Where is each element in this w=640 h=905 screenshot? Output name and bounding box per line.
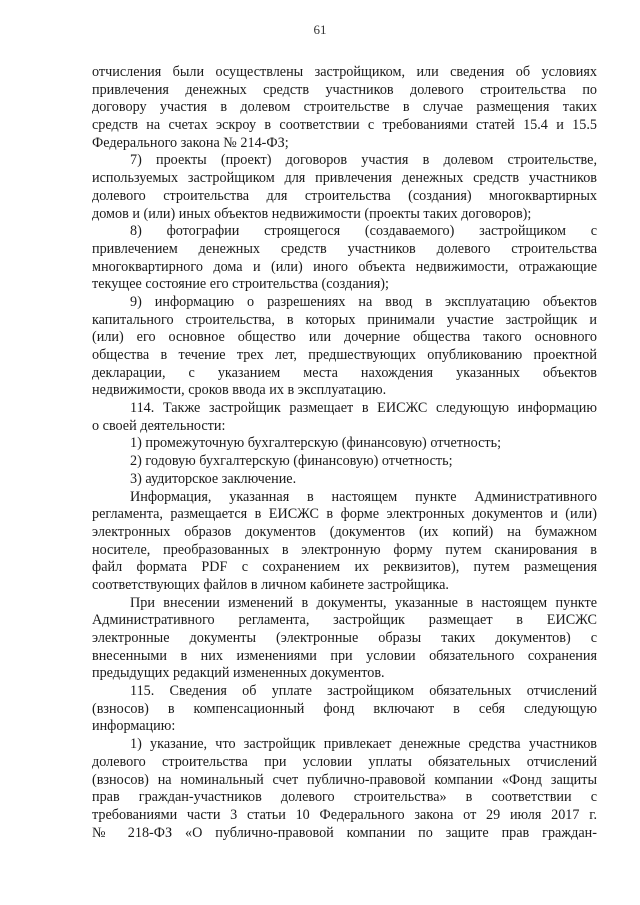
text-line: носителе, преобразованных в электронную форму путем сканирования в [92,541,597,558]
text-line: 115. Сведения об уплате застройщиком обязательных отчислений [130,683,597,700]
text-line: файл формата PDF с сохранением их реквизитов), путем размещения [92,559,597,576]
paragraph [92,683,597,736]
text-line: электронных образов документов (документов (их копий) на бумажном [92,523,597,540]
paragraph [92,152,597,223]
paragraph [92,435,597,453]
text-line: При внесении изменений в документы, указанные в настоящем пункте [130,594,597,611]
text-line: декларации, с указанием места нахождения указанных объектов [92,364,597,381]
paragraph [92,64,597,152]
text-line: долевого строительства для строительства (создания) многоквартирных [92,187,597,204]
text-line: 8) фотографии строящегося (создаваемого) застройщиком с [130,223,597,240]
text-line: о своей деятельности: [92,417,226,434]
paragraph [92,223,597,294]
paragraph [92,453,597,471]
text-line: (или) его основное общество или дочерние общества такого основного [92,329,597,346]
text-line: Федерального закона № 214-ФЗ; [92,134,289,151]
paragraph [92,489,597,595]
text-line: общества в течение трех лет, предшествующих опубликованию проектной [92,347,597,363]
paragraph [92,736,597,842]
text-line: 3) аудиторское заключение. [130,470,297,487]
text-line: электронные документы (электронные образы таких документов) с [92,630,597,646]
text-line: Административного регламента, застройщик размещает в ЕИСЖС [92,612,597,629]
text-line: отчисления были осуществлены застройщиком, или сведения об условиях [92,64,597,80]
text-line: № 218-ФЗ «О публично-правовой компании по защите прав граждан- [92,824,597,841]
text-line: недвижимости, сроков ввода их в эксплуатацию. [92,382,387,399]
text-line: регламента, размещается в ЕИСЖС в форме электронных документов и (или) [92,506,597,523]
text-line: средств на счетах эскроу в соответствии с требованиями статей 15.4 и 15.5 [92,117,597,134]
text-line: текущее состояние его строительства (создания); [92,276,389,293]
text-line: 2) годовую бухгалтерскую (финансовую) отчетность; [130,453,453,470]
text-line: используемых застройщиком для привлечения денежных средств участников [92,170,597,187]
text-line: капитального строительства, в которых принимали участие застройщик и [92,311,597,328]
paragraph [92,400,597,435]
text-line: (взносов) на номинальный счет публично-правовой компании «Фонд защиты [92,771,597,788]
text-line: 1) промежуточную бухгалтерскую (финансовую) отчетность; [130,435,502,452]
text-line: 114. Также застройщик размещает в ЕИСЖС следующую информацию [130,400,597,417]
text-line: 9) информацию о разрешениях на ввод в эксплуатацию объектов [130,293,597,310]
text-line: предыдущих редакций измененных документов. [92,665,385,682]
page-number: 61 [313,22,327,37]
text-line: многоквартирного дома и (или) иного объекта недвижимости, отражающие [92,258,597,275]
paragraph [92,471,597,489]
text-line: Информация, указанная в настоящем пункте Административного [130,488,597,505]
text-line: (взносов) в компенсационный фонд включают в себя следующую [92,700,597,717]
text-line: привлечением денежных средств участников долевого строительства [92,240,597,257]
text-line: прав граждан-участников долевого строительства» в соответствии с [92,789,597,806]
text-line: 1) указание, что застройщик привлекает денежные средства участников [130,736,597,753]
text-line: договору участия в долевом строительстве в случае размещения таких [92,99,597,116]
text-line: соответствующих файлов в личном кабинете застройщика. [92,576,449,593]
text-line: домов и (или) иных объектов недвижимости (проекты таких договоров); [92,205,532,222]
paragraph [92,294,597,400]
text-line: требованиями части 3 статьи 10 Федерального закона от 29 июля 2017 г. [92,806,597,823]
paragraph [92,595,597,683]
text-line: 7) проекты (проект) договоров участия в долевом строительстве, [130,152,597,169]
text-line: долевого строительства при условии уплаты обязательных отчислений [92,753,597,770]
text-line: внесенными в них изменениями при условии обязательного сохранения [92,647,597,664]
text-line: информацию: [92,718,176,735]
body-text [92,64,597,842]
text-line: привлечения денежных средств участников долевого строительства по [92,81,597,98]
